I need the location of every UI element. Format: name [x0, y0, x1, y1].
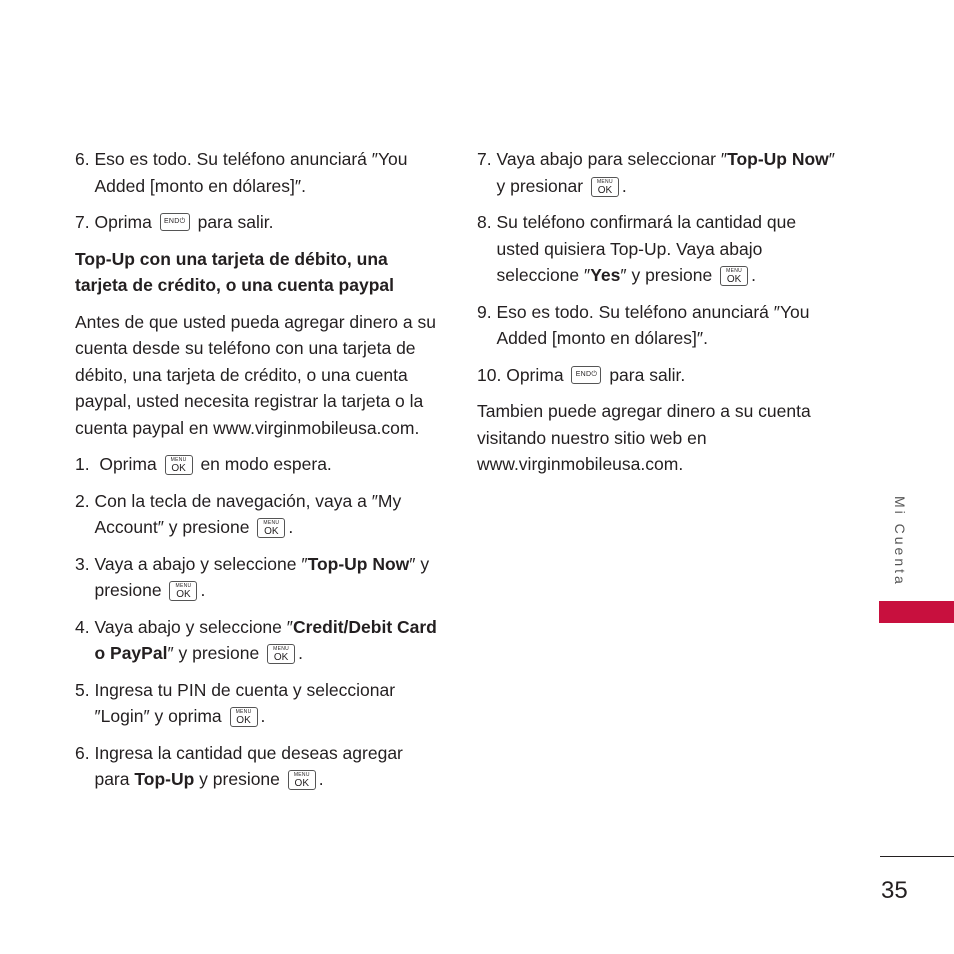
step-item: 2. Con la tecla de navegación, vaya a ″My Account″ y presione MENU OK . — [75, 490, 402, 537]
menu-ok-key-icon: MENU OK — [591, 177, 619, 197]
step-item: 7. Oprima END⏻ para salir. — [75, 212, 274, 232]
left-column — [75, 146, 440, 803]
step-item: 10. Oprima END⏻ para salir. — [477, 364, 686, 385]
end-key-icon: END⏻ — [160, 213, 190, 231]
menu-ok-key-icon: MENU OK — [169, 581, 197, 601]
step-item: 1. Oprima MENU OK en modo espera. — [75, 454, 332, 474]
section-heading: Top-Up con una tarjeta de débito, una tarjeta de crédito, o una cuenta paypal — [75, 248, 394, 295]
menu-ok-key-icon: MENU OK — [230, 707, 258, 727]
closing-paragraph: Tambien puede agregar dinero a su cuenta visitando nuestro sitio web en www.virginmobileusa.com. — [477, 401, 811, 474]
right-column — [477, 146, 842, 488]
step-item: 3. Vaya a abajo y seleccione ″Top-Up Now″ y presione MENU OK . — [75, 553, 430, 600]
menu-ok-key-icon: MENU OK — [720, 266, 748, 286]
page-number: 35 — [881, 877, 908, 904]
step-item: 6. Ingresa la cantidad que deseas agregar para Top-Up y presione MENU OK . — [75, 742, 403, 789]
menu-ok-key-icon: MENU OK — [288, 770, 316, 790]
step-item: 5. Ingresa tu PIN de cuenta y seleccionar ″Login″ y oprima MENU OK . — [75, 679, 396, 726]
footer-divider — [880, 856, 954, 857]
step-item: 9. Eso es todo. Su teléfono anunciará ″You Added [monto en dólares]″. — [477, 301, 810, 348]
menu-ok-key-icon: MENU OK — [165, 455, 193, 475]
step-item: 7. Vaya abajo para seleccionar ″Top-Up Now″ y presionar MENU OK . — [477, 149, 835, 196]
menu-ok-key-icon: MENU OK — [257, 518, 285, 538]
menu-ok-key-icon: MENU OK — [267, 644, 295, 664]
section-side-label: Mi Cuenta — [892, 496, 908, 587]
step-item: 8. Su teléfono confirmará la cantidad que usted quisiera Top-Up. Vaya abajo seleccione ″Yes″ y presione MENU OK . — [477, 212, 797, 285]
step-item: 6. Eso es todo. Su teléfono anunciará ″You Added [monto en dólares]″. — [75, 149, 408, 196]
section-tab-marker — [879, 601, 954, 623]
intro-paragraph: Antes de que usted pueda agregar dinero a su cuenta desde su teléfono con una tarjeta de débito, una tarjeta de crédito, o una cuenta paypal, usted necesita registrar la tarjeta o la cuenta paypal en www.virginmobileusa.com. — [75, 311, 436, 438]
end-key-icon: END⏻ — [571, 366, 601, 384]
step-item: 4. Vaya abajo y seleccione ″Credit/Debit Card o PayPal″ y presione MENU OK . — [75, 616, 437, 663]
